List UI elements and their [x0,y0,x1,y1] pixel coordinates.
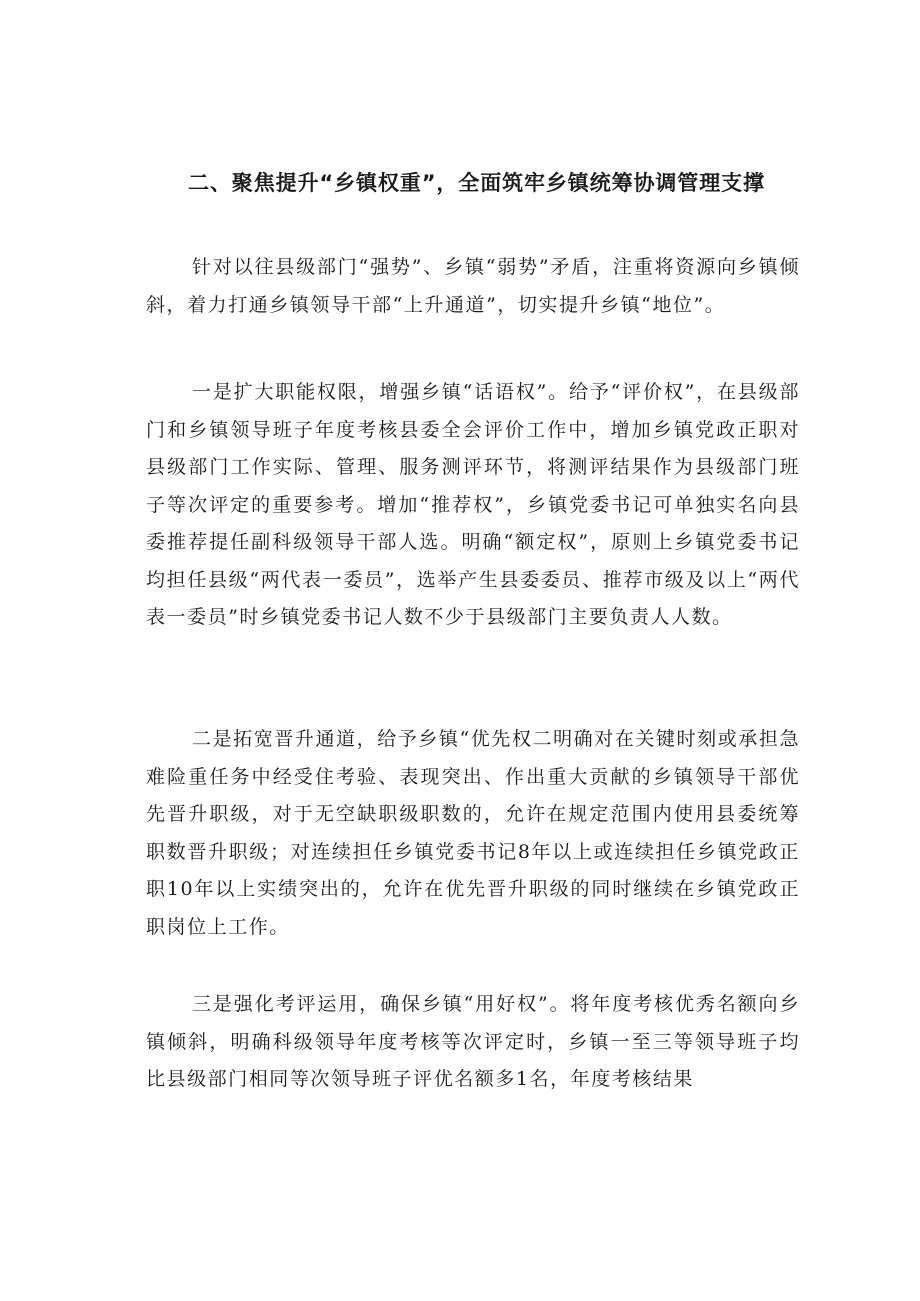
paragraph-discourse-power: 一是扩大职能权限，增强乡镇“话语权”。给予“评价权”，在县级部门和乡镇领导班子年度考核县委全会评价工作中，增加乡镇党政正职对县级部门工作实际、管理、服务测评环节，将测评结果作为县级部门班子等次评定的重要参考。增加“推荐权”，乡镇党委书记可单独实名向县委推荐提任副科级领导干部人选。明确“额定权”，原则上乡镇党委书记均担任县级“两代表一委员”，选举产生县委委员、推荐市级及以上“两代表一委员”时乡镇党委书记人数不少于县级部门主要负责人人数。 [146,381,800,628]
section-heading: 二、聚焦提升“乡镇权重”，全面筑牢乡镇统筹协调管理支撑 [188,171,765,195]
paragraph-promotion-channel: 二是拓宽晋升通道，给予乡镇“优先权二明确对在关键时刻或承担急难险重任务中经受住考验、表现突出、作出重大贡献的乡镇领导干部优先晋升职级，对于无空缺职级职数的，允许在规定范围内使用县委统筹职数晋升职级；对连续担任乡镇党委书记8年以上或连续担任乡镇党政正职10年以上实绩突出的，允许在优先晋升职级的同时继续在乡镇党政正职岗位上工作。 [146,728,800,938]
paragraph-assessment: 三是强化考评运用，确保乡镇“用好权”。将年度考核优秀名额向乡镇倾斜，明确科级领导年度考核等次评定时，乡镇一至三等领导班子均比县级部门相同等次领导班子评优名额多1名，年度考核结果 [146,993,800,1090]
intro-paragraph: 针对以往县级部门“强势”、乡镇“弱势”矛盾，注重将资源向乡镇倾斜，着力打通乡镇领导干部“上升通道”，切实提升乡镇“地位”。 [146,256,800,316]
